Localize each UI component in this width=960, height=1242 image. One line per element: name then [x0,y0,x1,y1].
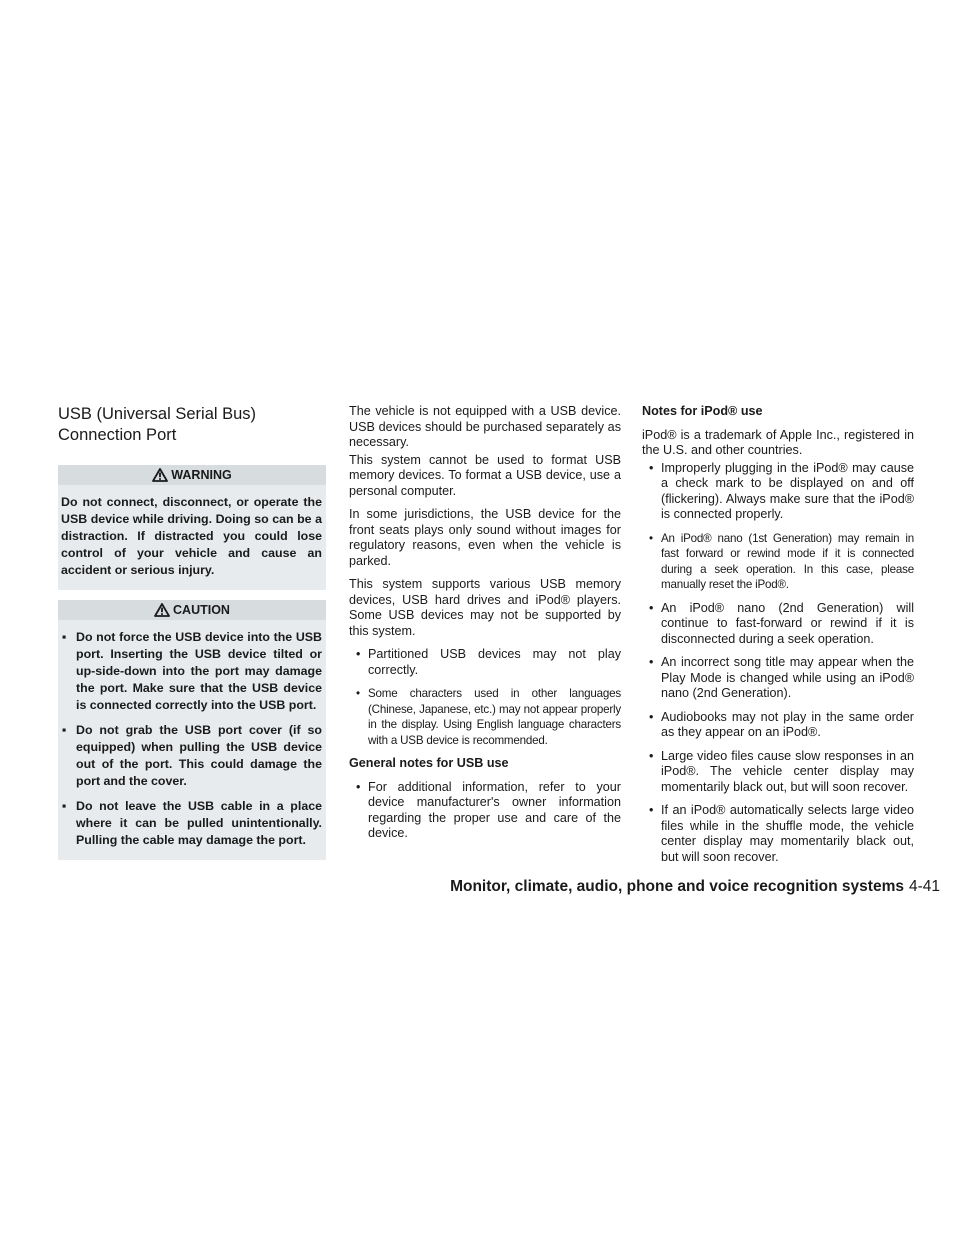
caution-body [58,620,326,860]
list-item: • An incorrect song title may appear when the Play Mode is changed while using an iPod® nano (2nd Generation). [642,655,914,702]
list-item: • If an iPod® automatically selects large video files while in the shuffle mode, the vehicle center display may momentarily black out, but will soon recover. [642,803,914,865]
middle-column [349,404,621,850]
paragraph: iPod® is a trademark of Apple Inc., registered in the U.S. and other countries. [642,427,914,457]
list-item: • Partitioned USB devices may not play correctly. [349,647,621,678]
list-item: • An iPod® nano (2nd Generation) will continue to fast-forward or rewind if it is disconnected during a seek operation. [642,601,914,648]
ipod-notes-heading: Notes for iPod® use [642,404,763,418]
caution-box [58,600,326,860]
bullet-list [349,647,621,748]
right-column [642,404,914,873]
list-item: • Large video files cause slow responses in an iPod®. The vehicle center display may momentarily black out, but will soon recover. [642,749,914,796]
warning-box [58,465,326,590]
paragraph: This system supports various USB memory devices, USB hard drives and iPod® players. Some USB devices may not be supported by this system. [349,577,621,638]
warning-body [58,485,326,590]
page-footer [450,877,940,897]
left-column [58,404,326,870]
caution-item: ▪ Do not force the USB device into the USB port. Inserting the USB device tilted or up-side-down into the port may damage the port. Make sure that the USB device is connected correctly into the USB port. [61,629,322,714]
ipod-notes-list [642,461,914,866]
section-title: USB (Universal Serial Bus) Connection Port [58,405,257,444]
general-notes-heading: General notes for USB use [349,756,509,770]
chapter-title: Monitor, climate, audio, phone and voice recognition systems [450,878,904,895]
list-item: • An iPod® nano (1st Generation) may remain in fast forward or rewind mode if it is connected during a seek operation. In this case, please manually reset the iPod®. [642,531,914,593]
list-item: • Some characters used in other languages (Chinese, Japanese, etc.) may not appear properly in the display. Using English language characters with a USB device is recommended. [349,686,621,748]
caution-heading: CAUTION [173,603,230,617]
warning-header [58,465,326,485]
warning-heading: WARNING [171,468,232,482]
page-number: 4-41 [908,878,940,895]
list-item: • For additional information, refer to your device manufacturer's owner information regarding the proper use and care of the device. [349,780,621,842]
list-item: • Audiobooks may not play in the same order as they appear on an iPod®. [642,710,914,741]
warning-text: Do not connect, disconnect, or operate the USB device while driving. Doing so can be a distraction. If distracted you could lose control of your vehicle and cause an accident or serious injury. [61,495,322,577]
caution-item: ▪ Do not grab the USB port cover (if so equipped) when pulling the USB device out of the port. This could damage the port and the cover. [61,722,322,790]
caution-list [61,629,322,849]
paragraph: The vehicle is not equipped with a USB device. USB devices should be purchased separately as necessary. [349,404,621,449]
paragraph: In some jurisdictions, the USB device for the front seats plays only sound without images for regulatory reasons, even when the vehicle is parked. [349,507,621,568]
list-item: • Improperly plugging in the iPod® may cause a check mark to be displayed on and off (flickering). Always make sure that the iPod® is connected properly. [642,461,914,523]
paragraph: This system cannot be used to format USB memory devices. To format a USB device, use a personal computer. [349,452,621,498]
caution-header [58,600,326,620]
warning-triangle-icon [154,603,170,617]
caution-item: ▪ Do not leave the USB cable in a place where it can be pulled unintentionally. Pulling the cable may damage the port. [61,798,322,849]
warning-triangle-icon [152,468,168,482]
general-notes-list [349,780,621,842]
